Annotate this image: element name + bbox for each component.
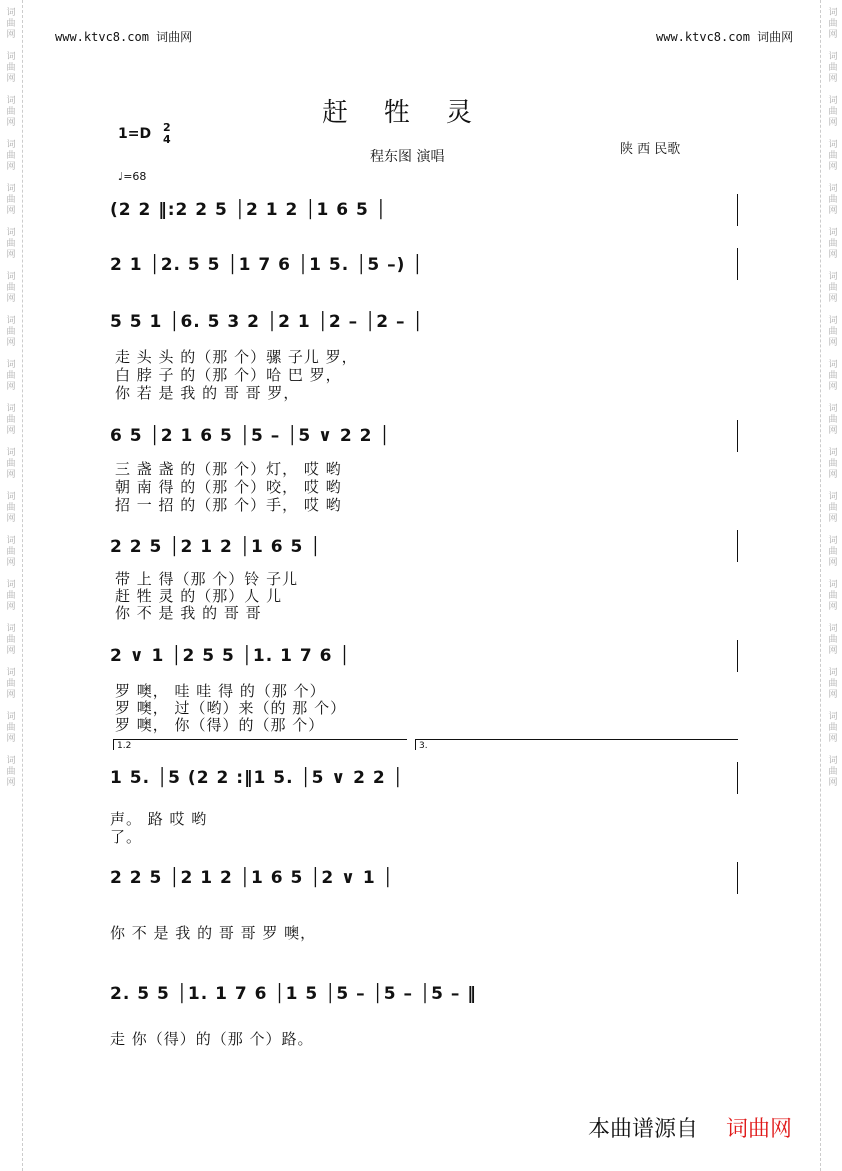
bar-line-right-2 [737, 248, 738, 280]
bar-line-right-4 [737, 420, 738, 452]
score-row-7: 1 5. │5 (2 2 :‖1 5. │5 ∨ 2 2 │ [110, 768, 404, 788]
tempo-mark: ♩=68 [118, 170, 147, 183]
song-title: 赶牲灵 [322, 98, 509, 128]
singer-credit: 程东图 演唱 [370, 149, 445, 165]
footer-brand-link[interactable]: 词曲网 [726, 1117, 793, 1142]
song-origin: 陕 西 民歌 [620, 142, 681, 157]
lyric-row-7-verse-2: 了。 [110, 828, 143, 846]
bar-line-right-7 [737, 762, 738, 794]
volta-third-ending [415, 739, 738, 750]
bar-line-right-5 [737, 530, 738, 562]
lyric-row-3-verse-3: 你 若 是 我 的 哥 哥 罗， [115, 384, 300, 402]
lyric-row-5-verse-1: 带 上 得（那 个）铃 子儿 [115, 570, 299, 588]
bar-line-right-8 [737, 862, 738, 894]
lyric-row-6-verse-1: 罗 噢， 哇 哇 得 的（那 个） [115, 682, 326, 700]
lyric-row-6-verse-3: 罗 噢， 你（得）的（那 个） [115, 716, 325, 734]
time-signature-bottom: 4 [163, 133, 171, 146]
lyric-row-8: 你 不 是 我 的 哥 哥 罗 噢， [110, 924, 317, 942]
score-row-4: 6 5 │2 1 6 5 │5 – │5 ∨ 2 2 │ [110, 426, 391, 446]
header-site-left[interactable]: www.ktvc8.com 词曲网 [55, 30, 193, 44]
lyric-row-3-verse-2: 白 脖 子 的（那 个）哈 巴 罗， [115, 366, 342, 384]
bar-line-right-6 [737, 640, 738, 672]
lyric-row-5-verse-3: 你 不 是 我 的 哥 哥 [115, 604, 262, 622]
volta-first-label: 1.2 [117, 741, 132, 751]
right-side-watermark: 词曲网 词曲网 词曲网 词曲网 词曲网 词曲网 词曲网 词曲网 词曲网 词曲网 词曲网 词曲网 词曲网 词曲网 词曲网 词曲网 词曲网 词曲网 [828, 8, 838, 788]
score-row-5: 2 2 5 │2 1 2 │1 6 5 │ [110, 537, 322, 557]
footer-source-text: 本曲谱源自 [588, 1117, 699, 1142]
key-signature: 1=D [118, 126, 152, 142]
score-row-3: 5 5 1 │6. 5 3 2 │2 1 │2 – │2 – │ [110, 312, 424, 332]
volta-first-ending [113, 739, 407, 750]
time-signature [163, 122, 171, 146]
lyric-row-5-verse-2: 赶 牲 灵 的（那）人 儿 [115, 587, 283, 605]
left-dashed-border [22, 0, 23, 1171]
left-side-watermark: 词曲网 词曲网 词曲网 词曲网 词曲网 词曲网 词曲网 词曲网 词曲网 词曲网 词曲网 词曲网 词曲网 词曲网 词曲网 词曲网 词曲网 词曲网 [6, 8, 16, 788]
right-dashed-border [820, 0, 821, 1171]
time-signature-top: 2 [163, 121, 171, 134]
score-row-8: 2 2 5 │2 1 2 │1 6 5 │2 ∨ 1 │ [110, 868, 394, 888]
score-row-1: (2 2 ‖:2 2 5 │2 1 2 │1 6 5 │ [110, 200, 387, 220]
bar-line-right-1 [737, 194, 738, 226]
lyric-row-6-verse-2: 罗 噢， 过（哟）来（的 那 个） [115, 699, 347, 717]
volta-third-label: 3. [419, 741, 428, 751]
lyric-row-4-verse-3: 招 一 招 的（那 个）手， 哎 哟 [115, 496, 342, 514]
score-row-2: 2 1 │2. 5 5 │1 7 6 │1 5. │5 –) │ [110, 255, 424, 275]
lyric-row-4-verse-2: 朝 南 得 的（那 个）咬， 哎 哟 [115, 478, 342, 496]
score-row-9: 2. 5 5 │1. 1 7 6 │1 5 │5 – │5 – │5 – ‖ [110, 984, 477, 1004]
header-site-right[interactable]: www.ktvc8.com 词曲网 [656, 30, 794, 44]
score-row-6: 2 ∨ 1 │2 5 5 │1. 1 7 6 │ [110, 646, 351, 666]
lyric-row-3-verse-1: 走 头 头 的（那 个）骡 子儿 罗， [115, 348, 358, 366]
lyric-row-7-verse-1: 声。 路 哎 哟 [110, 810, 208, 828]
lyric-row-9: 走 你（得）的（那 个）路。 [110, 1030, 314, 1048]
lyric-row-4-verse-1: 三 盏 盏 的（那 个）灯， 哎 哟 [115, 460, 342, 478]
